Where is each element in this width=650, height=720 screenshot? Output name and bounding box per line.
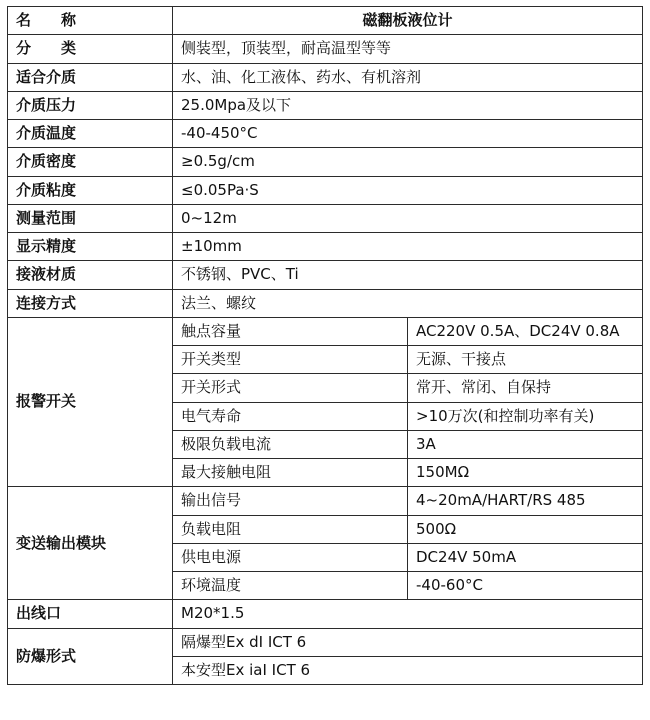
sub-row-label: 开关形式 [173,374,408,402]
sub-row-value: 150MΩ [408,459,643,487]
sub-row-value: 无源、干接点 [408,346,643,374]
row-value: ≥0.5g/cm [173,148,643,176]
sub-row-label: 负载电阻 [173,515,408,543]
row-value: 侧装型，顶装型，耐高温型等等 [173,35,643,63]
row-label: 接液材质 [8,261,173,289]
sub-row-value: 4~20mA/HART/RS 485 [408,487,643,515]
row-value: 不锈钢、PVC、Ti [173,261,643,289]
sub-row-value: 3A [408,430,643,458]
table-row [8,233,643,261]
table-row [8,628,643,656]
table-row [8,204,643,232]
row-label: 显示精度 [8,233,173,261]
row-label: 介质温度 [8,120,173,148]
row-value-outlet: M20*1.5 [173,600,643,628]
row-value: ≤0.05Pa·S [173,176,643,204]
group-label-alarm: 报警开关 [8,317,173,487]
table-row [8,487,643,515]
row-value: 0~12m [173,204,643,232]
table-body [8,7,643,685]
table-row [8,261,643,289]
row-value: ±10mm [173,233,643,261]
table-row [8,600,643,628]
sub-row-label: 电气寿命 [173,402,408,430]
sub-row-label: 环境温度 [173,572,408,600]
table-row [8,35,643,63]
sub-row-label: 极限负载电流 [173,430,408,458]
sub-row-value: >10万次(和控制功率有关) [408,402,643,430]
row-label: 介质压力 [8,91,173,119]
row-label: 介质密度 [8,148,173,176]
sub-row-label: 触点容量 [173,317,408,345]
row-label: 适合介质 [8,63,173,91]
table-row [8,148,643,176]
sub-row-value: DC24V 50mA [408,543,643,571]
sub-row-value: 本安型Ex iaI ICT 6 [173,656,643,684]
sub-row-value: 隔爆型Ex dI ICT 6 [173,628,643,656]
group-label-transmitter: 变送输出模块 [8,487,173,600]
group-label-explosion: 防爆形式 [8,628,173,685]
table-row [8,120,643,148]
sub-row-value: AC220V 0.5A、DC24V 0.8A [408,317,643,345]
table-row [8,63,643,91]
row-label: 名 称 [8,7,173,35]
sub-row-value: 常开、常闭、自保持 [408,374,643,402]
table-row [8,7,643,35]
sub-row-label: 最大接触电阻 [173,459,408,487]
table-row [8,289,643,317]
row-value: 水、油、化工液体、药水、有机溶剂 [173,63,643,91]
table-row [8,91,643,119]
sub-row-label: 供电电源 [173,543,408,571]
sub-row-value: 500Ω [408,515,643,543]
row-label-outlet: 出线口 [8,600,173,628]
row-label: 测量范围 [8,204,173,232]
row-value: 磁翻板液位计 [173,7,643,35]
sub-row-label: 开关类型 [173,346,408,374]
sub-row-label: 输出信号 [173,487,408,515]
table-row [8,176,643,204]
row-value: 法兰、螺纹 [173,289,643,317]
sub-row-value: -40-60°C [408,572,643,600]
row-value: -40-450°C [173,120,643,148]
row-label: 介质粘度 [8,176,173,204]
row-label: 连接方式 [8,289,173,317]
row-label: 分 类 [8,35,173,63]
specification-table [7,6,643,685]
table-row [8,317,643,345]
row-value: 25.0Mpa及以下 [173,91,643,119]
